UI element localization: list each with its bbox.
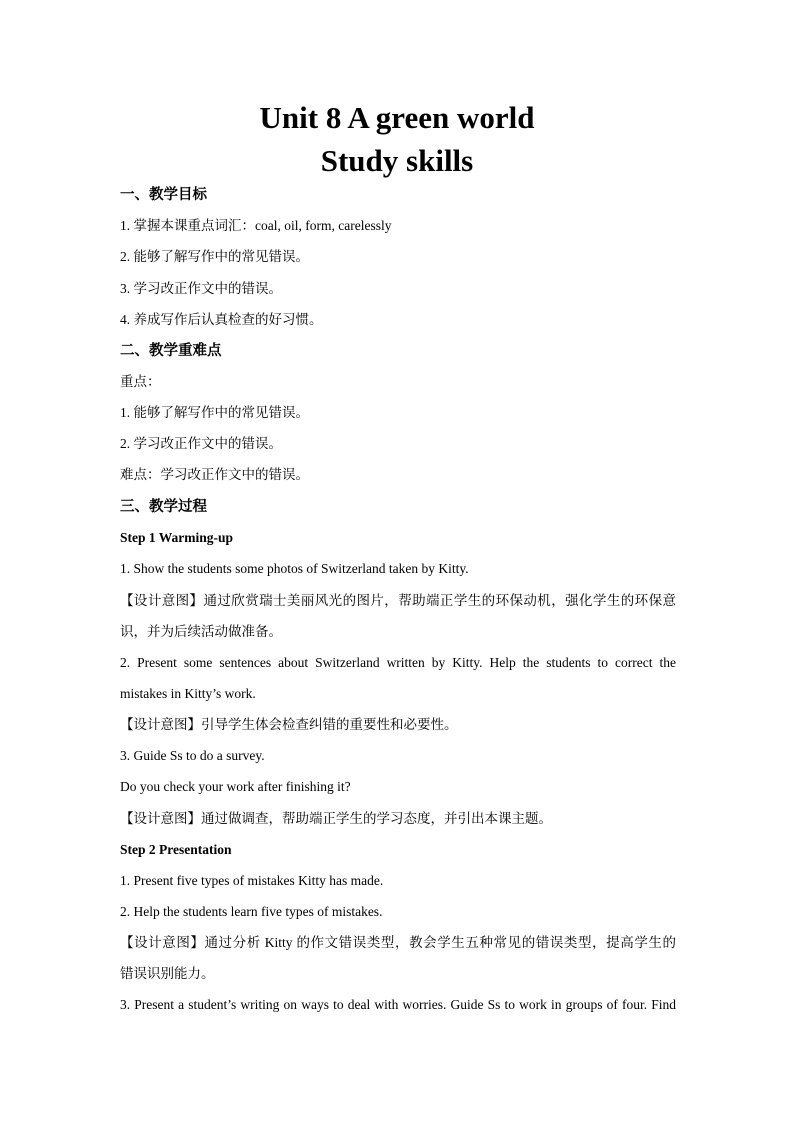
design-intent-line: 识，并为后续活动做准备。 xyxy=(120,624,282,639)
objective-item: 2. 能够了解写作中的常见错误。 xyxy=(120,249,309,264)
process-line: 2. Help the students learn five types of mistakes. xyxy=(120,904,383,919)
key-points-label: 重点： xyxy=(120,374,161,389)
design-intent-line: 【设计意图】通过分析 Kitty 的作文错误类型，教会学生五种常见的错误类型，提高学生的 xyxy=(120,935,676,950)
process-line: mistakes in Kitty’s work. xyxy=(120,686,256,701)
process-line: 1. Show the students some photos of Switzerland taken by Kitty. xyxy=(120,561,469,576)
key-point-item: 2. 学习改正作文中的错误。 xyxy=(120,436,282,451)
section-heading-objectives: 一、教学目标 xyxy=(120,187,207,203)
step-heading: Step 2 Presentation xyxy=(120,842,232,857)
process-line: 3. Present a student’s writing on ways to deal with worries. Guide Ss to work in groups of four. Find xyxy=(120,997,676,1012)
process-line: 1. Present five types of mistakes Kitty has made. xyxy=(120,873,384,888)
step-heading: Step 1 Warming-up xyxy=(120,530,234,545)
key-point-item: 1. 能够了解写作中的常见错误。 xyxy=(120,405,309,420)
section-heading-process: 三、教学过程 xyxy=(120,499,207,515)
process-line: 2. Present some sentences about Switzerland written by Kitty. Help the students to correct the xyxy=(120,655,676,670)
survey-question: Do you check your work after finishing it? xyxy=(120,779,351,794)
process-line: 3. Guide Ss to do a survey. xyxy=(120,748,265,763)
objective-item: 1. 掌握本课重点词汇：coal, oil, form, carelessly xyxy=(120,218,392,233)
design-intent-line: 【设计意图】通过做调查，帮助端正学生的学习态度，并引出本课主题。 xyxy=(120,811,552,826)
section-heading-key-points: 二、教学重难点 xyxy=(120,343,222,359)
design-intent-line: 错误识别能力。 xyxy=(120,966,215,981)
objective-item: 4. 养成写作后认真检查的好习惯。 xyxy=(120,312,323,327)
objective-item: 3. 学习改正作文中的错误。 xyxy=(120,281,282,296)
document-title: Unit 8 A green world xyxy=(259,100,535,135)
design-intent-line: 【设计意图】通过欣赏瑞士美丽风光的图片，帮助端正学生的环保动机，强化学生的环保意 xyxy=(120,593,676,608)
difficult-point: 难点：学习改正作文中的错误。 xyxy=(120,467,309,482)
document-subtitle: Study skills xyxy=(320,143,474,178)
design-intent-line: 【设计意图】引导学生体会检查纠错的重要性和必要性。 xyxy=(120,717,458,732)
